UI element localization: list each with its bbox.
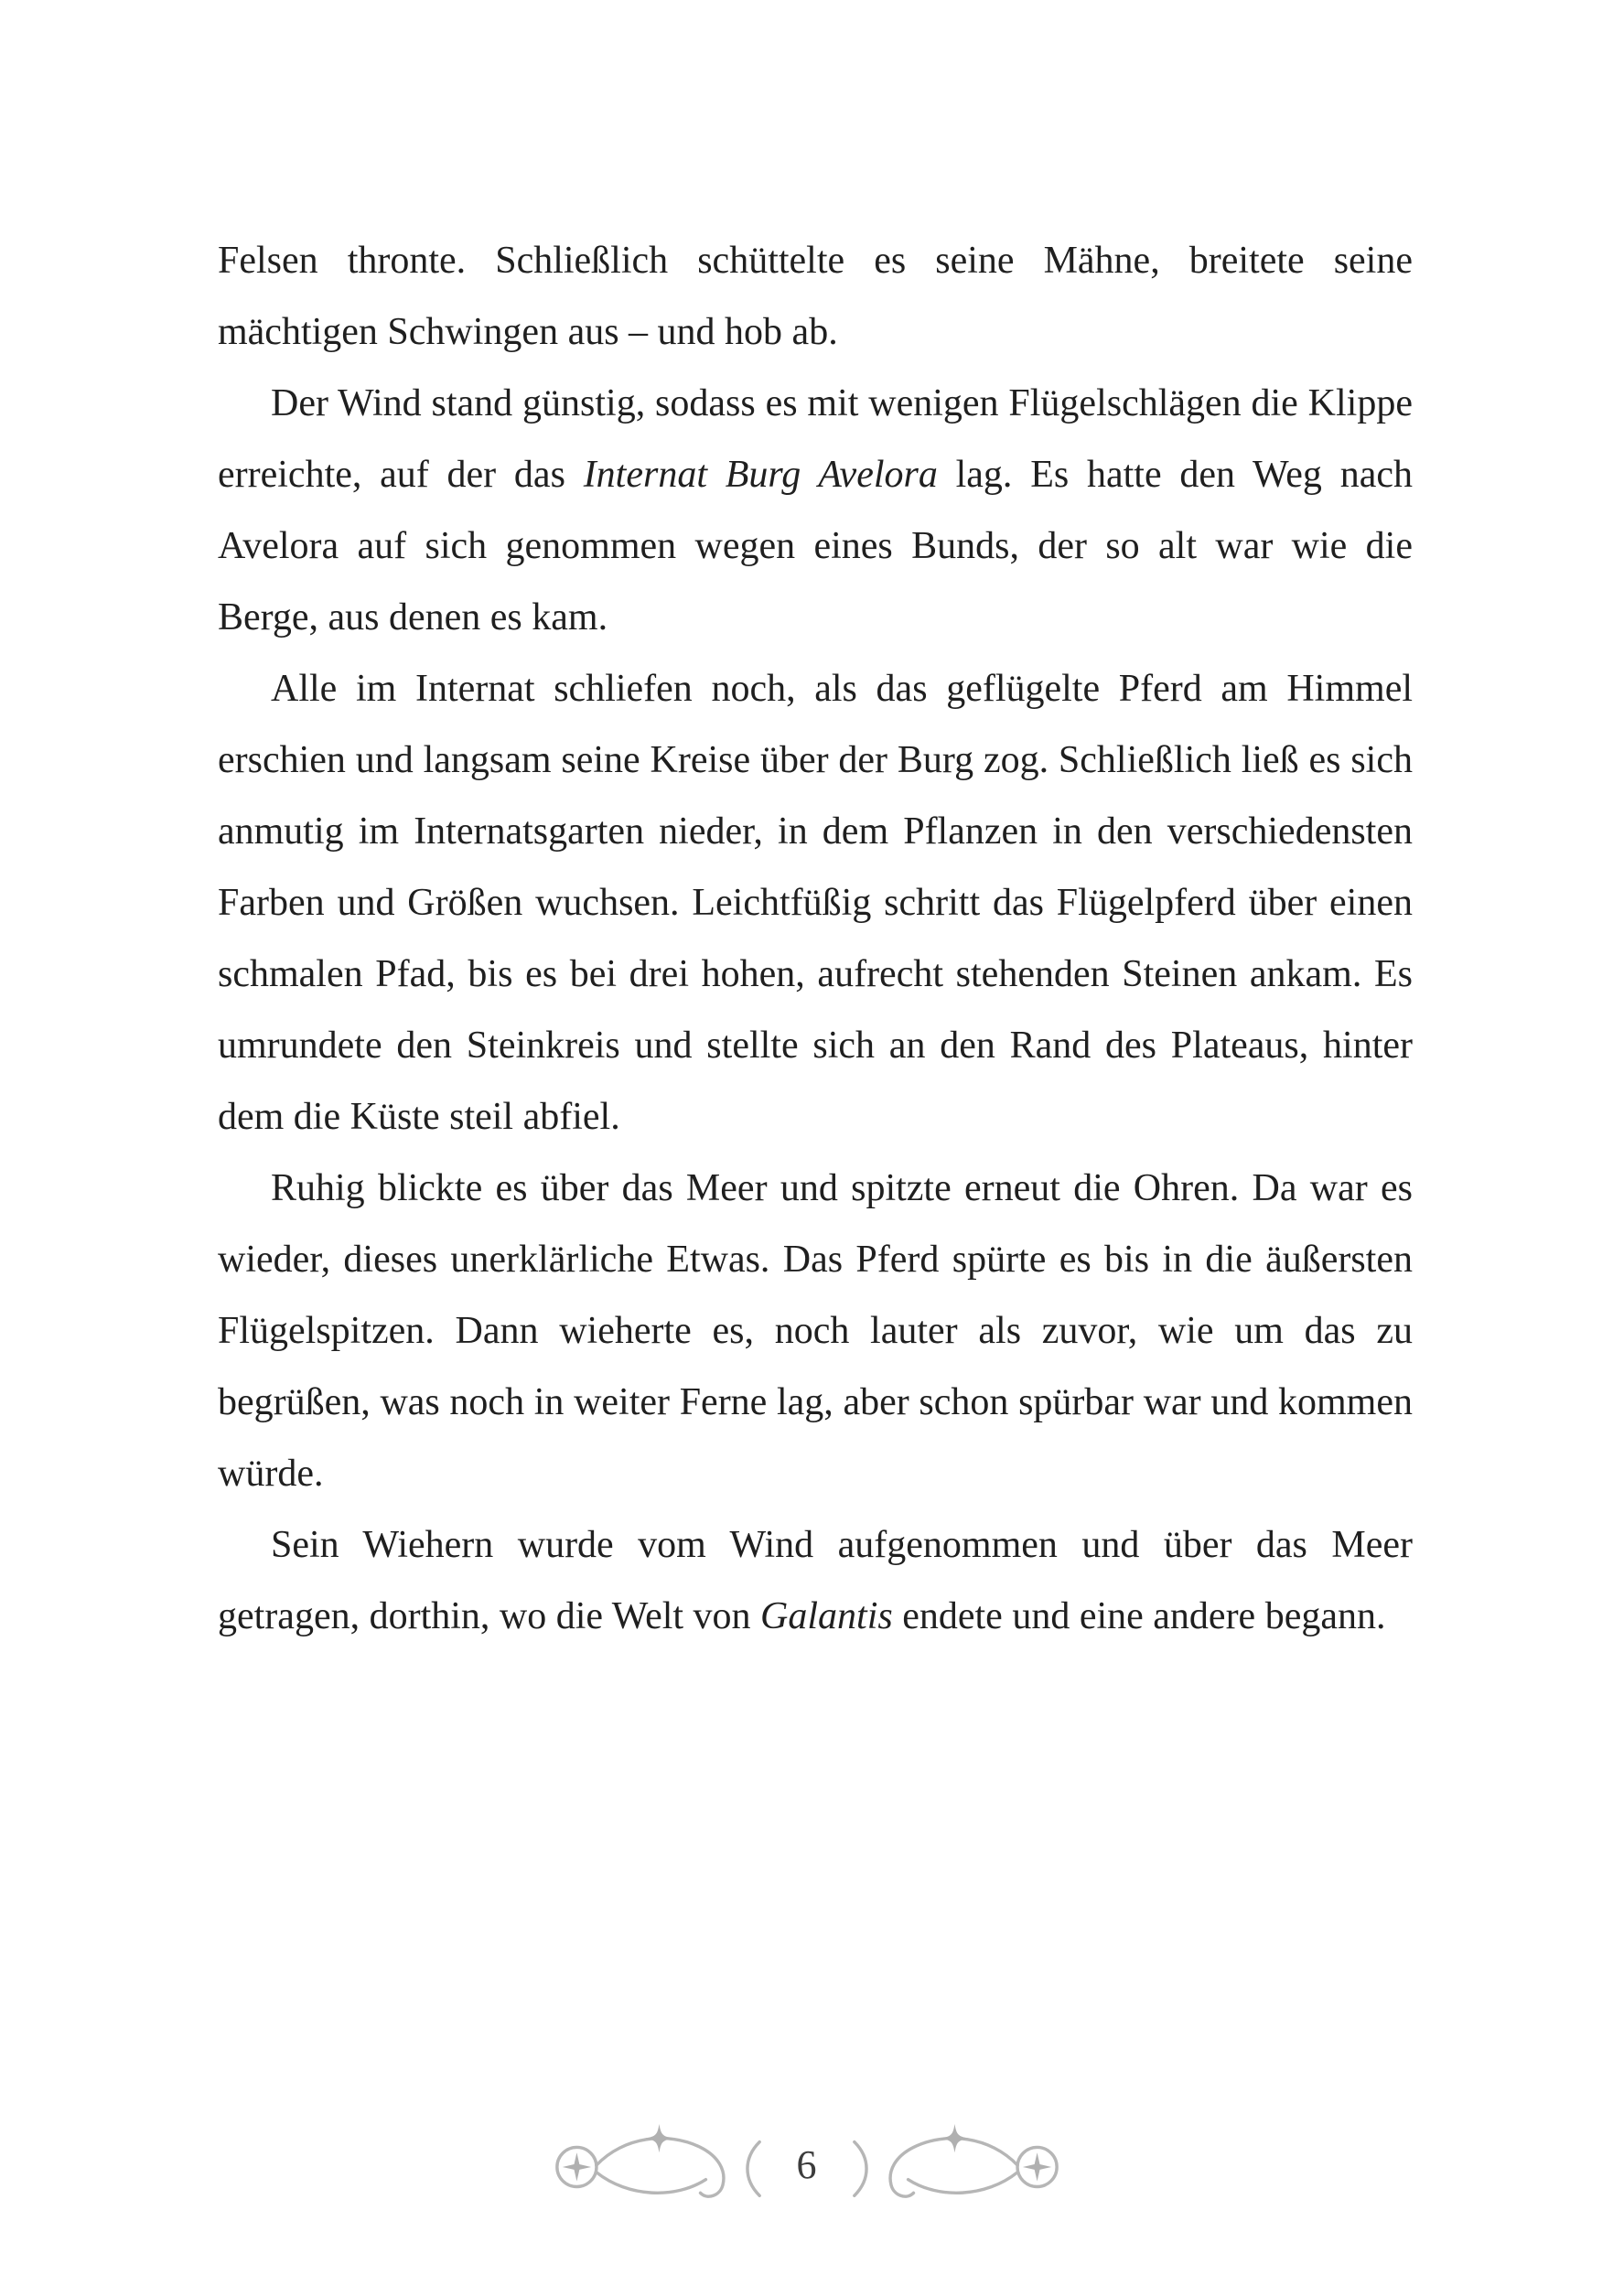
paragraph bbox=[218, 1153, 1413, 1509]
page-text bbox=[218, 225, 1413, 1652]
flourish-right-icon bbox=[847, 2120, 1062, 2210]
paragraph bbox=[218, 368, 1413, 653]
paragraph-text: Felsen thronte. Schließlich schüttelte es seine Mähne, breitete seine mächtigen Schwingen aus – und hob ab. bbox=[218, 240, 1413, 353]
paragraph-text: lag. Es hatte den Weg nach Avelora auf sich genommen wegen eines Bunds, der so alt war wie die Berge, aus denen es kam. bbox=[218, 454, 1413, 638]
paragraph bbox=[218, 225, 1413, 368]
paragraph-text: Der Wind stand günstig, sodass es mit wenigen Flügelschlägen die Klippe erreichte, auf der das bbox=[218, 382, 1413, 496]
paragraph bbox=[218, 653, 1413, 1153]
paragraph-text: Ruhig blickte es über das Meer und spitzte erneut die Ohren. Da war es wieder, dieses unerklärliche Etwas. Das Pferd spürte es bis in die äußersten Flügelspitzen. Dann wieherte es, noch lauter als zuvor, wie um das zu begrüßen, was noch in weiter Ferne lag, aber schon spürbar war und kommen würde. bbox=[218, 1167, 1413, 1495]
page-number: 6 bbox=[796, 2142, 817, 2187]
flourish-left-icon bbox=[552, 2120, 767, 2210]
italic-title-text: Galantis bbox=[760, 1595, 893, 1637]
paragraph-text: endete und eine andere begann. bbox=[892, 1595, 1386, 1637]
paragraph bbox=[218, 1509, 1413, 1652]
paragraph-text: Alle im Internat schliefen noch, als das geflügelte Pferd am Himmel erschien und langsam seine Kreise über der Burg zog. Schließlich ließ es sich anmutig im Internatsgarten nieder, in dem Pflanzen in den verschiedensten Farben und Größen wuchsen. Leichtfüßig schritt das Flügelpferd über einen schmalen Pfad, bis es bei drei hohen, aufrecht stehenden Steinen ankam. Es umrundete den Steinkreis und stellte sich an den Rand des Plateaus, hinter dem die Küste steil abfiel. bbox=[218, 668, 1413, 1138]
italic-title-text: Internat Burg Avelora bbox=[583, 454, 938, 496]
page-footer bbox=[0, 2120, 1613, 2210]
paragraph-text: Sein Wiehern wurde vom Wind aufgenommen und über das Meer getragen, dorthin, wo die Welt von bbox=[218, 1524, 1413, 1637]
